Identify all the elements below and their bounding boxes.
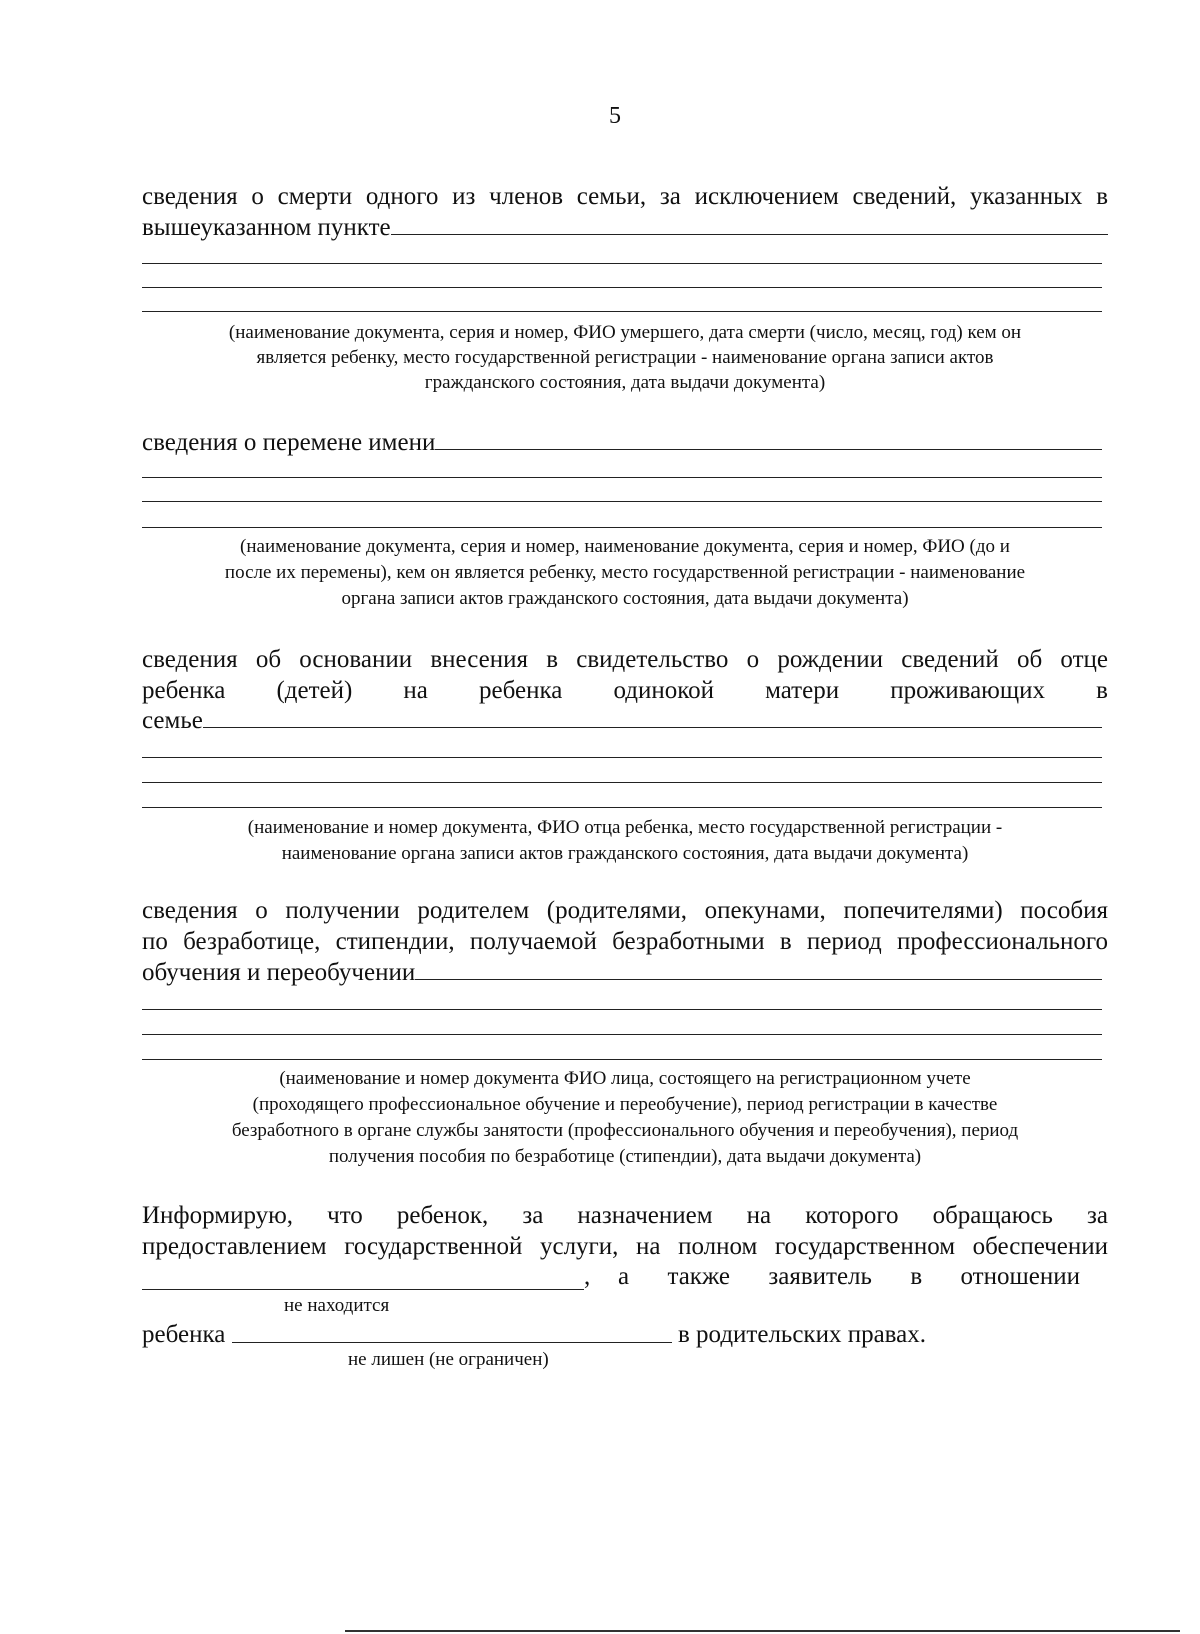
death-field-line[interactable] — [142, 287, 1102, 288]
death-caption-1: (наименование документа, серия и номер, ФИО умершего, дата смерти (число, месяц, год) кем он — [228, 322, 1022, 343]
unemployment-field-line[interactable] — [142, 1034, 1102, 1035]
inform-line-2 — [142, 1231, 1108, 1262]
inform-comma: , — [584, 1263, 591, 1290]
inform-word: отношении — [960, 1263, 1080, 1290]
unemployment-field-line[interactable] — [142, 1009, 1102, 1010]
unemployment-line-1 — [142, 895, 1108, 926]
name-change-caption-3: органа записи актов гражданского состояния, дата выдачи документа) — [341, 588, 909, 609]
inform-word: на — [746, 1202, 772, 1229]
father-word: ребенка — [142, 677, 226, 704]
hint-not-deprived: не лишен (не ограничен) — [348, 1349, 549, 1370]
inform-line-4-end: в родительских правах. — [678, 1321, 926, 1348]
father-word: на — [403, 677, 428, 704]
death-caption-3: гражданского состояния, дата выдачи документа) — [424, 372, 826, 393]
father-word: проживающих — [890, 677, 1045, 704]
father-word: (детей) — [276, 677, 353, 704]
placement-field[interactable] — [142, 1289, 584, 1290]
inform-word: за — [1086, 1202, 1108, 1229]
unemployment-caption-1: (наименование и номер документа ФИО лица, состоящего на регистрационном учете — [279, 1068, 971, 1089]
hint-not-located: не находится — [284, 1295, 390, 1316]
inform-word: обращаюсь — [932, 1202, 1053, 1229]
death-field-inline[interactable] — [391, 212, 1108, 235]
inform-word: также — [667, 1263, 730, 1290]
unemployment-line-2 — [142, 926, 1108, 957]
inform-text-2: предоставлением государственной услуги, на полном государственном обеспечении — [142, 1233, 1108, 1260]
father-caption-2: наименование органа записи актов гражданского состояния, дата выдачи документа) — [281, 843, 969, 864]
death-field-line[interactable] — [142, 311, 1102, 312]
inform-line-4-start: ребенка — [142, 1321, 226, 1348]
unemployment-text-3: обучения и переобучении — [142, 959, 416, 986]
name-change-caption-2: после их перемены), кем он является ребенку, место государственной регистрации - наименование — [224, 562, 1026, 583]
unemployment-field-line[interactable] — [142, 1059, 1102, 1060]
father-field-inline[interactable] — [203, 705, 1102, 728]
inform-word: которого — [805, 1202, 899, 1229]
father-word: в — [1096, 677, 1108, 704]
unemployment-text-2: по безработице, стипендии, получаемой безработными в период профессионального — [142, 928, 1108, 955]
father-field-line[interactable] — [142, 757, 1102, 758]
father-word: матери — [765, 677, 840, 704]
father-line-1 — [142, 644, 1108, 675]
death-field-line[interactable] — [142, 263, 1102, 264]
father-caption-1: (наименование и номер документа, ФИО отца ребенка, место государственной регистрации - — [247, 817, 1003, 838]
name-change-line-1 — [142, 427, 1102, 458]
death-line-1 — [142, 181, 1108, 212]
death-text-1: сведения о смерти одного из членов семьи, за исключением сведений, указанных в — [142, 183, 1108, 210]
inform-word: заявитель — [768, 1263, 872, 1290]
page-number: 5 — [609, 103, 621, 129]
inform-word: Информирую, — [142, 1202, 294, 1229]
name-change-field-line[interactable] — [142, 501, 1102, 502]
inform-line-3 — [618, 1261, 1080, 1292]
unemployment-line-3 — [142, 957, 1102, 988]
father-word: одинокой — [613, 677, 714, 704]
unemployment-caption-2: (проходящего профессиональное обучение и переобучение), период регистрации в качестве — [252, 1094, 998, 1115]
father-field-line[interactable] — [142, 782, 1102, 783]
father-line-2 — [142, 675, 1108, 706]
inform-line-1 — [142, 1200, 1108, 1231]
name-change-field-line[interactable] — [142, 477, 1102, 478]
rights-field[interactable] — [232, 1342, 672, 1343]
death-line-2 — [142, 212, 1108, 243]
father-line-3 — [142, 705, 1102, 736]
inform-word: назначением — [577, 1202, 713, 1229]
name-change-text: сведения о перемене имени — [142, 429, 436, 456]
unemployment-caption-3: безработного в органе службы занятости (профессионального обучения и переобучения), период — [231, 1120, 1019, 1141]
inform-word: а — [618, 1263, 630, 1290]
death-caption-2: является ребенку, место государственной регистрации - наименование органа записи актов — [256, 347, 994, 368]
father-text-1: сведения об основании внесения в свидетельство о рождении сведений об отце — [142, 646, 1108, 673]
name-change-caption-1: (наименование документа, серия и номер, наименование документа, серия и номер, ФИО (до и — [240, 536, 1010, 557]
unemployment-caption-4: получения пособия по безработице (стипендии), дата выдачи документа) — [328, 1146, 922, 1167]
father-field-line[interactable] — [142, 807, 1102, 808]
name-change-field-line[interactable] — [142, 527, 1102, 528]
inform-word: что — [327, 1202, 363, 1229]
father-word: ребенка — [479, 677, 563, 704]
unemployment-field-inline[interactable] — [415, 957, 1102, 980]
father-text-3: семье — [142, 707, 203, 734]
death-text-2: вышеуказанном пункте — [142, 214, 391, 241]
unemployment-text-1: сведения о получении родителем (родителями, опекунами, попечителями) пособия — [142, 897, 1108, 924]
bottom-edge-line — [345, 1630, 1180, 1632]
inform-word: ребенок, — [396, 1202, 489, 1229]
inform-word: в — [910, 1263, 923, 1290]
name-change-field-inline[interactable] — [435, 427, 1102, 450]
inform-word: за — [522, 1202, 544, 1229]
